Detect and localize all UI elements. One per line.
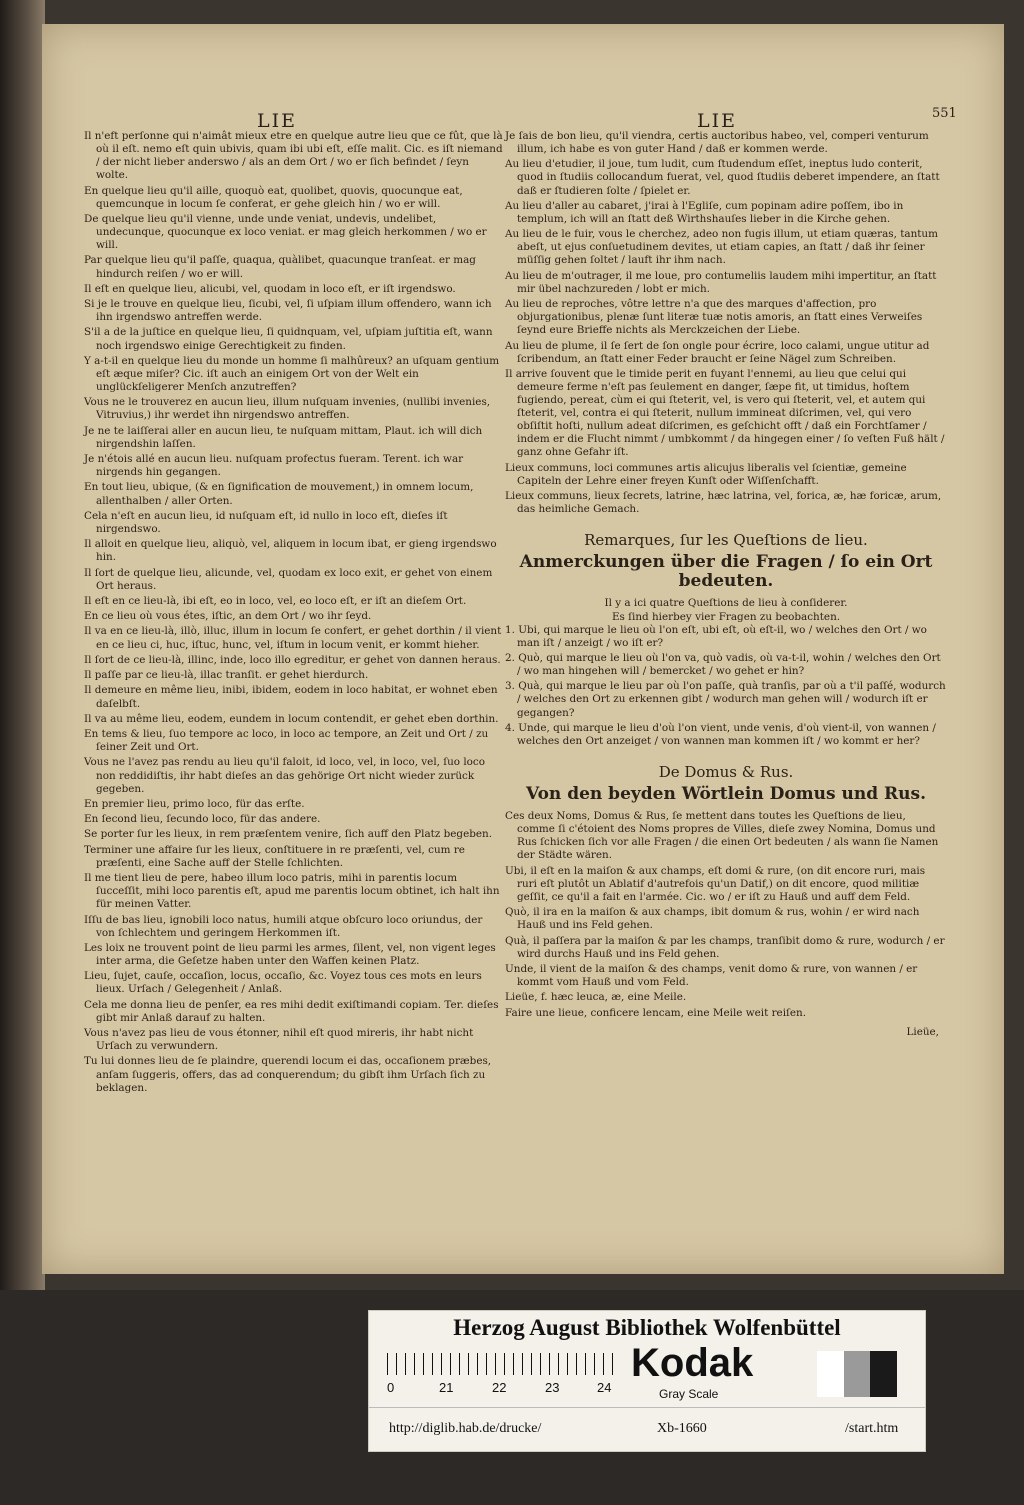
book-spine-shadow: [0, 0, 45, 1505]
swatch-black: [870, 1351, 897, 1397]
dictionary-entry: Par quelque lieu qu'il paſſe, quaqua, quàlibet, quacunque tranſeat. er mag hindurch reiſen / wo er will.: [84, 254, 476, 280]
running-head-left: LIE: [257, 110, 297, 132]
library-color-card: [368, 1310, 926, 1452]
section-title-de: Anmerckungen über die Fragen / ſo ein Ort bedeuten.: [519, 552, 933, 592]
dictionary-entry: En tems & lieu, ſuo tempore ac loco, in loco ac tempore, an Zeit und Ort / zu ſeiner Zeit und Ort.: [84, 728, 489, 754]
dictionary-entry: Il va au même lieu, eodem, eundem in locum contendit, er gehet eben dorthin.: [84, 712, 499, 725]
dictionary-entry: Il va en ce lieu-là, illò, illuc, illum in locum ſe confert, er gehet dorthin / il vient en ce lieu ci, huc, iſtuc, hunc, vel, iſtum in locum venit, er kommt hieher.: [84, 625, 502, 651]
dictionary-entry: Vous ne l'avez pas rendu au lieu qu'il faloit, id loco, vel, in loco, vel, ſuo loco non reddidiſtis, ihr habt dieſes an das gehörige Ort nicht wieder zurück gegeben.: [84, 756, 485, 795]
url-suffix: /start.htm: [845, 1421, 899, 1436]
dictionary-entry: Au lieu de plume, il ſe ſert de ſon ongle pour écrire, loco calami, ungue utitur ad ſcribendum, an ſtatt einer Feder braucht er ſeine Nägel zum Schreiben.: [505, 339, 930, 365]
dictionary-entry: Je ne te laiſſerai aller en aucun lieu, te nuſquam mittam, Plaut. ich will dich nirgendshin laſſen.: [84, 424, 483, 450]
dictionary-entry: Il ſort de ce lieu-là, illinc, inde, loco illo egreditur, er gehet von dannen heraus.: [84, 653, 501, 666]
dictionary-entry: Faire une lieue, conficere lencam, eine Meile weit reiſen.: [505, 1006, 807, 1019]
section-intro-fr: Il y a ici quatre Queſtions de lieu à conſiderer.: [604, 597, 848, 610]
dictionary-entry: Vous ne le trouverez en aucun lieu, illum nuſquam invenies, (nullibi invenies, Vitruvius,) ihr werdet ihn nirgendswo antreffen.: [84, 396, 491, 422]
dictionary-entry: Je n'étois allé en aucun lieu. nuſquam profectus fueram. Terent. ich war nirgends hin gegangen.: [84, 453, 464, 479]
dictionary-entry: Je ſais de bon lieu, qu'il viendra, certis auctoribus habeo, vel, comperi venturum illum, ich habe es von guter Hand / daß er kommen werde.: [505, 130, 929, 156]
dictionary-entry: Iſſu de bas lieu, ignobili loco natus, humili atque obſcuro loco oriundus, der von ſchlechtem und geringem Herkommen iſt.: [84, 913, 483, 939]
dictionary-entry: S'il a de la juſtice en quelque lieu, ſi quidnquam, vel, uſpiam juſtitia eſt, wann noch irgendswo einige Gerechtigkeit zu finden.: [84, 326, 493, 352]
running-head-right: LIE: [697, 110, 737, 132]
dictionary-entry: Terminer une affaire ſur les lieux, conſtituere in re præſenti, vel, cum re præſenti, eine Sache auff der Stelle ſchlichten.: [84, 843, 465, 869]
dictionary-entry: En ce lieu où vous étes, iſtic, an dem Ort / wo ihr ſeyd.: [84, 610, 372, 623]
dictionary-entry: Au lieu de le fuir, vous le cherchez, adeo non fugis illum, ut etiam quæras, tantum abeſt, ut ejus conſuetudinem devites, ut etiam capies, an ſtatt / daß ihr ſeiner müſſig gehen ſoltet / lauft ihr ihm nach.: [505, 228, 938, 267]
dictionary-entry: De quelque lieu qu'il vienne, unde unde veniat, undevis, undelibet, undecunque, quocunque ex loco veniat. er mag gleich herkommen / wo er will.: [84, 212, 487, 252]
dictionary-entry: Au lieu de reproches, vôtre lettre n'a que des marques d'affection, pro objurgationibus, plenæ ſunt literæ tuæ notis amoris, an ſtatt eines Verweiſes ſeynd eure Brieffe nichts als Merckzeichen der Liebe.: [505, 298, 923, 337]
dictionary-entry: Tu lui donnes lieu de ſe plaindre, querendi locum ei das, occaſionem præbes, anſam ſuggeris, offers, das ad conquerendum; du gibſt ihm Urſach ſich zu beklagen.: [84, 1055, 492, 1094]
dictionary-entry: En quelque lieu qu'il aille, quoquò eat, quolibet, quovis, quocunque eat, quemcunque in locum ſe conferat, er gehe gleich hin / wo er will.: [84, 184, 463, 210]
dictionary-entry: 3. Quà, qui marque le lieu par où l'on paſſe, quà tranſis, par où a t'il paſſé, wodurch / welches den Ort zu erkennen gibt / wodurch man gehen will / wodurch iſt er gegangen?: [505, 680, 946, 719]
dictionary-entry: Lieüe, f. hæc leuca, æ, eine Meile.: [505, 991, 687, 1004]
dictionary-entry: Si je le trouve en quelque lieu, ſicubi, vel, ſi uſpiam illum offendero, wann ich ihn irgendswo antreffen werde.: [84, 298, 492, 324]
ruler-label: 24: [597, 1380, 612, 1395]
left-column: [84, 130, 504, 1097]
dictionary-entry: Quò, il ira en la maiſon & aux champs, ibit domum & rus, wohin / er wird nach Hauß und ins Feld gehen.: [505, 906, 920, 932]
library-name: Herzog August Bibliothek Wolfenbüttel: [453, 1315, 841, 1340]
scale-ruler: [387, 1353, 615, 1375]
card-divider: [369, 1407, 925, 1408]
url-base: http://diglib.hab.de/drucke/: [389, 1421, 542, 1436]
section2-title-de: Von den beyden Wörtlein Domus und Rus.: [525, 784, 927, 805]
section2-title-fr: De Domus & Rus.: [658, 763, 794, 781]
ruler-label: 0: [387, 1380, 395, 1395]
dictionary-entry: Ces deux Noms, Domus & Rus, ſe mettent dans toutes les Queſtions de lieu, comme ſi c'étoient des Noms propres de Villes, dieſe zwey Nomina, Domus und Rus ſchicken ſich vor alle Fragen / die einen Ort bedeuten / als wann ſie Namen der Städte wären.: [505, 810, 939, 862]
dictionary-entry: Au lieu de m'outrager, il me loue, pro contumeliis laudem mihi impertitur, an ſtatt mir übel nachzureden / lobt er mich.: [505, 269, 937, 295]
dictionary-entry: Lieux communs, loci communes artis alicujus liberalis vel ſcientiæ, gemeine Capiteln der Lehre einer freyen Kunſt oder Wiſſenſchafft.: [505, 461, 907, 487]
dictionary-entry: Il alloit en quelque lieu, aliquò, vel, aliquem in locum ibat, er gieng irgendswo hin.: [84, 538, 497, 564]
section-title-fr: Remarques, ſur les Queſtions de lieu.: [584, 531, 868, 550]
dictionary-entry: 1. Ubi, qui marque le lieu où l'on eſt, ubi eſt, où eſt-il, wo / welches den Ort / wo man iſt / anzeigt / wo iſt er?: [505, 623, 927, 649]
dictionary-entry: Les loix ne trouvent point de lieu parmi les armes, ſilent, vel, non vigent leges inter arma, die Geſetze haben unter den Waffen keinen Platz.: [84, 941, 496, 968]
dictionary-entry: 4. Unde, qui marque le lieu d'où l'on vient, unde venis, d'où vient-il, von wannen / welches den Ort anzeiget / von wannen man kommen iſt / wo kommt er her?: [505, 721, 936, 747]
page-number: 551: [932, 106, 957, 121]
dictionary-entry: Il paſſe par ce lieu-là, illac tranſit. er gehet hierdurch.: [84, 669, 369, 682]
dictionary-entry: Il eſt en quelque lieu, alicubi, vel, quodam in loco eſt, er iſt irgendswo.: [84, 282, 456, 295]
dictionary-entry: En ſecond lieu, ſecundo loco, für das andere.: [84, 813, 321, 826]
dictionary-entry: Il eſt en ce lieu-là, ibi eſt, eo in loco, vel, eo loco eſt, er iſt an dieſem Ort.: [84, 594, 467, 607]
dictionary-entry: Au lieu d'aller au cabaret, j'irai à l'Egliſe, cum popinam adire poſſem, ibo in templum, ich will an ſtatt deß Wirthshauſes lieber in die Kirche gehen.: [505, 199, 904, 225]
swatch-gray: [844, 1351, 871, 1397]
document-page: [42, 24, 1004, 1274]
dictionary-entry: Lieux communs, lieux ſecrets, latrine, hæc latrina, vel, forica, æ, hæ foricæ, arum, das heimliche Gemach.: [505, 490, 942, 516]
gray-swatches: [817, 1351, 897, 1397]
gray-scale-label: Gray Scale: [659, 1387, 719, 1401]
ruler-label: 23: [545, 1380, 560, 1395]
dictionary-entry: Y a-t-il en quelque lieu du monde un homme ſi malhûreux? an uſquam gentium eſt æque miſer? Cic. iſt auch an einigem Ort von der Welt ein unglückſeligerer Menſch anzutreffen?: [84, 354, 500, 393]
shelfmark: Xb-1660: [657, 1421, 707, 1436]
dictionary-entry: Cela me donna lieu de penſer, ea res mihi dedit exiſtimandi copiam. Ter. dieſes gibt mir Anlaß darauf zu halten.: [84, 998, 499, 1024]
catchword: Lieüe,: [906, 1025, 939, 1038]
dictionary-entry: En premier lieu, primo loco, für das erſte.: [84, 797, 305, 810]
right-column: [505, 130, 947, 1039]
dictionary-entry: Se porter ſur les lieux, in rem præſentem venire, ſich auff den Platz begeben.: [84, 828, 493, 841]
dictionary-entry: Ubi, il eſt en la maiſon & aux champs, eſt domi & rure, (on dit encore ruri, mais ruri eſt plutôt un Ablatif d'autrefois qu'un Datif,) on dit encore, quod militiæ geſſit, ce qu'il a fait en l'armée. Cic. wo / er iſt zu Hauß und auff dem Feld.: [505, 864, 926, 903]
section-intro-de: Es ſind hierbey vier Fragen zu beobachten.: [611, 610, 841, 623]
kodak-logo: Kodak: [631, 1341, 754, 1385]
dictionary-entry: Il me tient lieu de pere, habeo illum loco patris, mihi in parentis locum ſucceſſit, mihi loco parentis eſt, apud me parentis locum obtinet, ich halt ihn für meinen Vatter.: [84, 872, 500, 911]
dictionary-entry: 2. Quò, qui marque le lieu où l'on va, quò vadis, où va-t-il, wohin / welches den Ort / wo man hingehen will / bemercket / wo gehet er hin?: [505, 651, 941, 678]
swatch-white: [817, 1351, 844, 1397]
dictionary-entry: Il arrive ſouvent que le timide perit en fuyant l'ennemi, au lieu que celui qui demeure ferme n'eſt pas ſeulement en danger, ſæpe fit, ut timidus, hoſtem fugiendo, pereat, cùm ei qui ſteterit, vel, is vero qui ſteterit, vel, et autem qui ſteterit, vel, contra ei qui ſteterit, nullum immineat diſcrimen, vel, qui vero obſiſtit hoſti, nullum adeat diſcrimen, es geſchicht offt / daß ein Forchtſamer / indem er die Flucht nimmt / umbkommt / da hingegen einer / ſo veſten Fuß hält / ganz ohne Gefahr iſt.: [505, 367, 945, 459]
dictionary-entry: Vous n'avez pas lieu de vous étonner, nihil eſt quod mireris, ihr habt nicht Urſach zu verwundern.: [84, 1027, 474, 1053]
ruler-label: 21: [439, 1380, 454, 1395]
dictionary-entry: Unde, il vient de la maiſon & des champs, venit domo & rure, von wannen / er kommt vom Hauß und vom Feld.: [505, 962, 918, 988]
dictionary-entry: Quà, il paſſera par la maiſon & par les champs, tranſibit domo & rure, wodurch / er wird durchs Hauß und ins Feld gehen.: [505, 934, 945, 960]
dictionary-entry: Au lieu d'etudier, il joue, tum ludit, cum ſtudendum eſſet, ineptus ludo conterit, quod in ſtudiis collocandum fuerat, vel, quod ſtudiis deberet impendere, an ſtatt daß er ſtudieren ſolte / ſpielet er.: [505, 158, 940, 197]
dictionary-entry: Il n'eft perſonne qui n'aimât mieux etre en quelque autre lieu que ce fût, que là où il eſt. nemo eſt quin ubivis, quam ibi ubi eſt, eſſe malit. Cic. es iſt niemand / der nicht lieber anderswo / als an dem Ort / wo er ſich befindet / ſeyn wolte.: [84, 130, 503, 182]
dictionary-entry: En tout lieu, ubique, (& en ſignification de mouvement,) in omnem locum, allenthalben / aller Orten.: [84, 481, 474, 507]
dictionary-entry: Lieu, ſujet, cauſe, occaſion, locus, occaſio, &c. Voyez tous ces mots en leurs lieux. Urſach / Gelegenheit / Anlaß.: [84, 970, 482, 996]
ruler-label: 22: [492, 1380, 507, 1395]
dictionary-entry: Il demeure en même lieu, inibi, ibidem, eodem in loco habitat, er wohnet eben daſelbſt.: [84, 684, 498, 710]
dictionary-entry: Il ſort de quelque lieu, alicunde, vel, quodam ex loco exit, er gehet von einem Ort heraus.: [84, 566, 493, 592]
dictionary-entry: Cela n'eſt en aucun lieu, id nuſquam eſt, id nullo in loco eſt, dieſes iſt nirgendswo.: [84, 509, 448, 535]
